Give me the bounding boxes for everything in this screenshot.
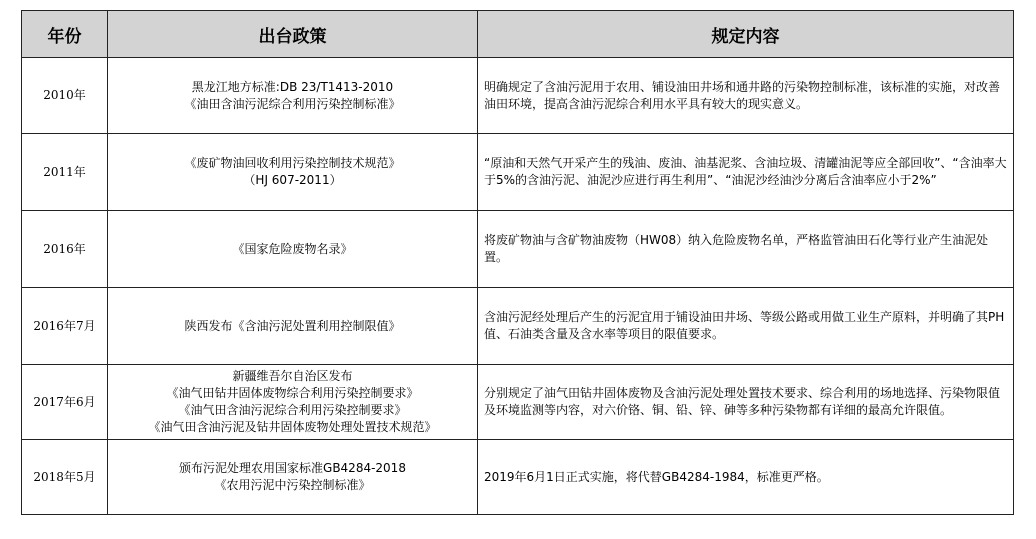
content-cell: 分别规定了油气田钻井固体废物及含油污泥处理处置技术要求、综合利用的场地选择、污染物限值及环境监测等内容，对六价铬、铜、铅、锌、砷等多种污染物都有详细的最高允许限值。 [478, 365, 1014, 440]
content-cell: 明确规定了含油污泥用于农用、铺设油田井场和通井路的污染物控制标准，该标准的实施，对改善油田环境，提高含油污泥综合利用水平具有较大的现实意义。 [478, 58, 1014, 134]
policy-cell [108, 58, 478, 134]
policy-line: （HJ 607-2011） [243, 173, 342, 187]
table-row [22, 134, 1014, 211]
policy-cell [108, 134, 478, 211]
policy-line: 颁布污泥处理农用国家标准GB4284-2018 [179, 461, 406, 475]
policy-line: 《油田含油污泥综合利用污染控制标准》 [184, 96, 401, 111]
policy-line: 新疆维吾尔自治区发布 [232, 369, 353, 383]
table-row [22, 211, 1014, 288]
policy-cell [108, 440, 478, 515]
table-row [22, 440, 1014, 515]
table-row [22, 365, 1014, 440]
header-row [22, 11, 1014, 58]
policy-line: 陕西发布《含油污泥处置利用控制限值》 [184, 318, 401, 333]
year-cell: 2018年5月 [22, 440, 108, 515]
year-cell: 2011年 [22, 134, 108, 211]
content-cell: 2019年6月1日正式实施，将代替GB4284-1984，标准更严格。 [478, 440, 1014, 515]
content-column-header: 规定内容 [478, 11, 1014, 58]
year-column-header: 年份 [22, 11, 108, 58]
policy-line: 《农用污泥中污染控制标准》 [214, 478, 371, 492]
policy-line: 《国家危险废物名录》 [232, 241, 353, 256]
year-cell: 2016年7月 [22, 288, 108, 365]
content-cell: 含油污泥经处理后产生的污泥宜用于铺设油田井场、等级公路或用做工业生产原料，并明确了其PH值、石油类含量及含水率等项目的限值要求。 [478, 288, 1014, 365]
year-cell: 2010年 [22, 58, 108, 134]
table-row [22, 288, 1014, 365]
content-cell: “原油和天然气开采产生的残油、废油、油基泥浆、含油垃圾、清罐油泥等应全部回收”、“含油率大于5%的含油污泥、油泥沙应进行再生利用”、“油泥沙经油沙分离后含油率应小于2%” [478, 134, 1014, 211]
policy-table [21, 10, 1014, 515]
policy-cell [108, 365, 478, 440]
table-row [22, 58, 1014, 134]
policy-line: 《油气田含油污泥综合利用污染控制要求》 [178, 403, 407, 417]
policy-line: 《油气田钻井固体废物综合利用污染控制要求》 [166, 386, 419, 400]
year-cell: 2017年6月 [22, 365, 108, 440]
policy-line: 黑龙江地方标准:DB 23/T1413-2010 [191, 79, 394, 94]
policy-cell [108, 288, 478, 365]
policy-cell [108, 211, 478, 288]
year-cell: 2016年 [22, 211, 108, 288]
content-cell: 将废矿物油与含矿物油废物（HW08）纳入危险废物名单，严格监管油田石化等行业产生油泥处置。 [478, 211, 1014, 288]
policy-line: 《油气田含油污泥及钻井固体废物处理处置技术规范》 [148, 420, 437, 434]
policy-line: 《废矿物油回收利用污染控制技术规范》 [184, 156, 401, 170]
policy-column-header: 出台政策 [108, 11, 478, 58]
